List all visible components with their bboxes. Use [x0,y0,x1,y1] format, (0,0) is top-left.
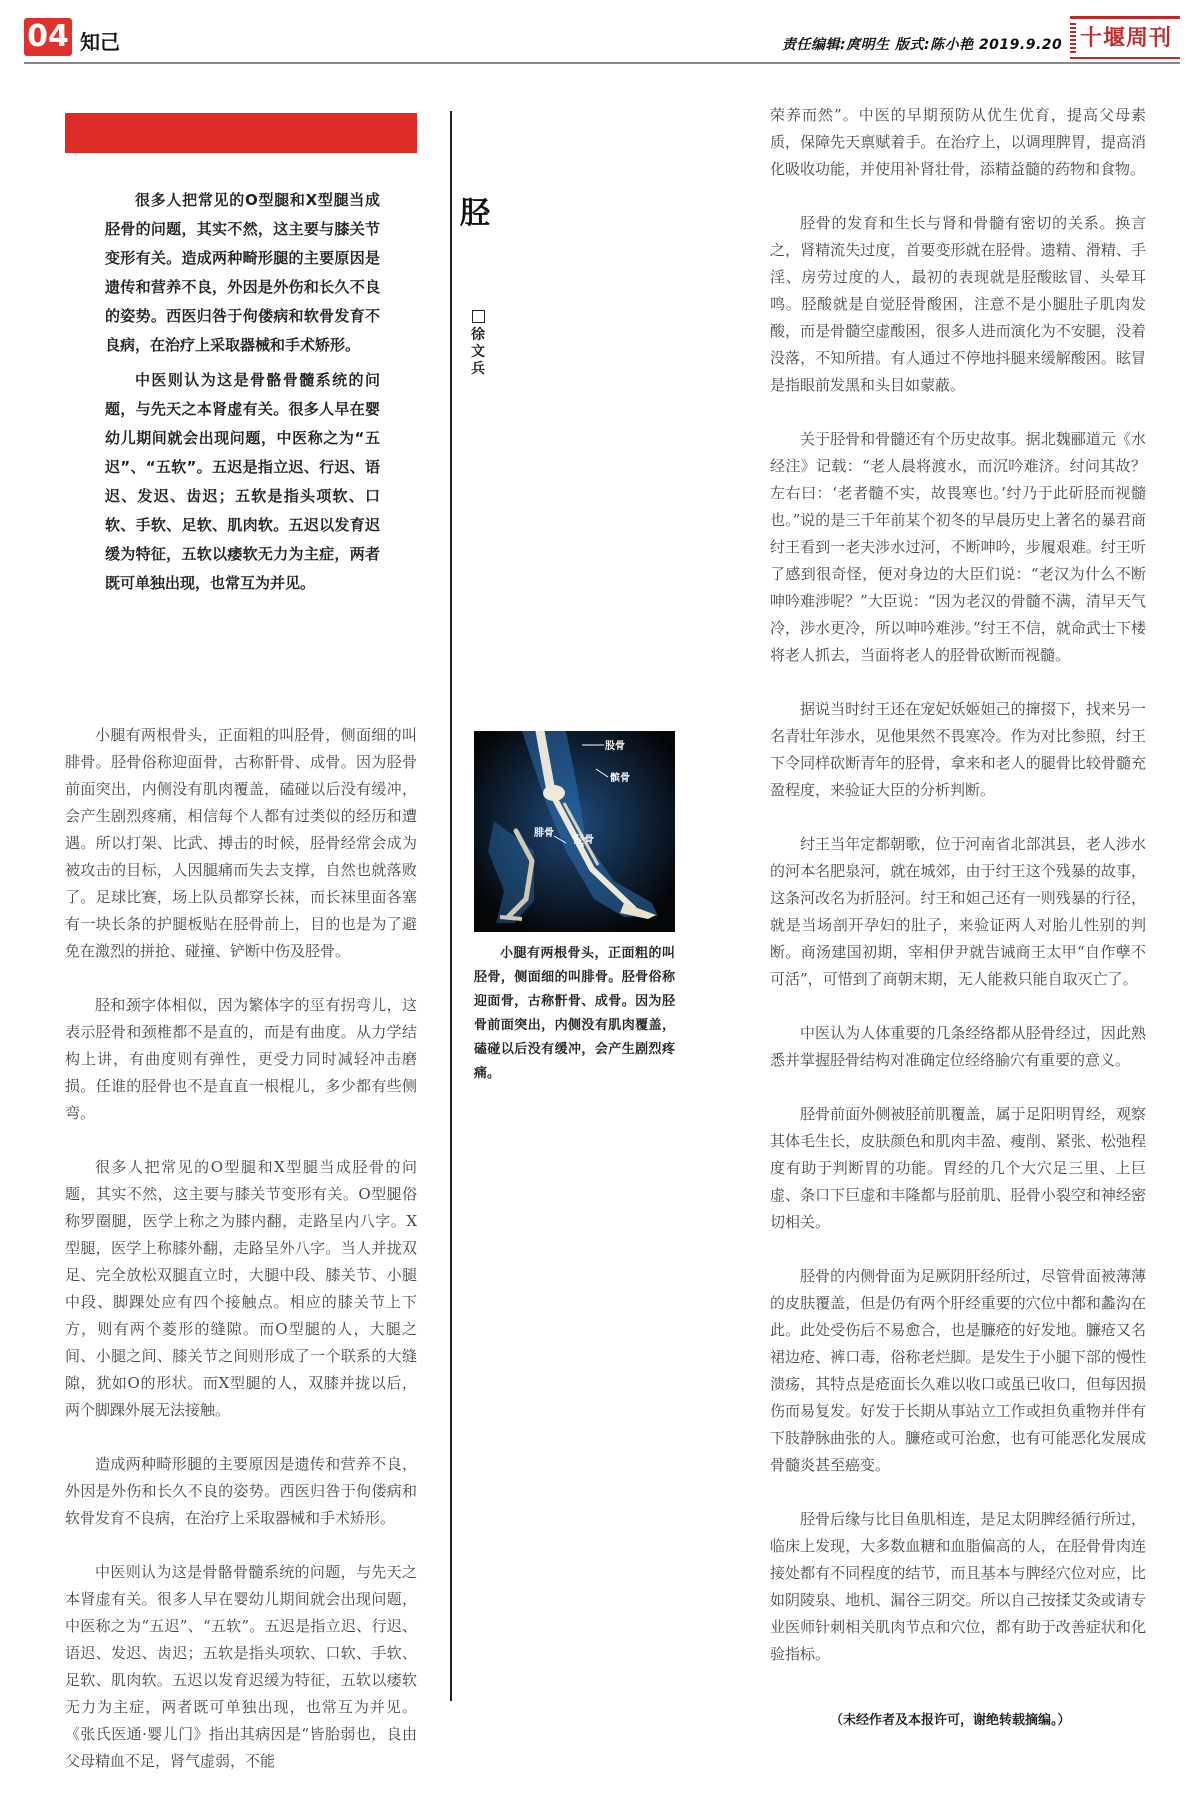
body-paragraph: 中医认为人体重要的几条经络都从胫骨经过，因此熟悉并掌握胫骨结构对准确定位经络腧穴有重要的意义。 [770,1024,1146,1069]
leg-skeleton-illustration [474,731,675,932]
body-paragraph: 荣养而然”。中医的早期预防从优生优育，提高父母素质，保障先天禀赋着手。在治疗上，以调理脾胃，提高消化吸收功能，并使用补肾壮骨，添精益髓的药物和食物。 [770,106,1146,178]
body-paragraph: 胫骨的内侧骨面为足厥阴肝经所过，尽管骨面被薄薄的皮肤覆盖，但是仍有两个肝经重要的穴位中都和蠡沟在此。此处受伤后不易愈合，也是臁疮的好发地。臁疮又名裙边疮、裤口毒，俗称老烂脚。是发生于小腿下部的慢性溃疡，其特点是疮面长久难以收口或虽已收口，但每因损伤而易复发。好发于长期从事站立工作或担负重物并伴有下肢静脉曲张的人。臁疮或可治愈，也有可能恶化发展成骨髓炎甚至癌变。 [770,1267,1146,1474]
article-column-right [770,102,1146,1695]
author-name: 徐文兵 [471,327,485,377]
lead-summary [105,186,380,604]
masthead-stripe [1070,23,1076,53]
body-paragraph: 胫骨前面外侧被胫前肌覆盖，属于足阳明胃经，观察其体毛生长，皮肤颜色和肌肉丰盈、瘦削、紧张、松弛程度有助于判断胃的功能。胃经的几个大穴足三里、上巨虚、条口下巨虚和丰隆都与胫前肌、胫骨小裂空和神经密切相关。 [770,1105,1146,1231]
leg-skeleton-figure [474,731,675,932]
label-fibula: 腓骨 [534,828,554,839]
lead-paragraph: 中医则认为这是骨骼骨髓系统的问题，与先天之本肾虚有关。很多人早在婴幼儿期间就会出现问题，中医称之为“五迟”、“五软”。五迟是指立迟、行迟、语迟、发迟、齿迟；五软是指头项软、口软、手软、足软、肌肉软。五迟以发育迟缓为特征，五软以痿软无力为主症，两者既可单独出现，也常互为并见。 [105,371,380,592]
page-number: 04 [24,18,72,56]
author-byline [470,310,486,378]
copyright-note: （未经作者及本报许可，谢绝转载摘编。） [830,1713,1071,1728]
body-paragraph: 中医则认为这是骨骼骨髓系统的问题，与先天之本肾虚有关。很多人早在婴幼儿期间就会出现问题，中医称之为“五迟”、“五软”。五迟是指立迟、行迟、语迟、发迟、齿迟；五软是指头项软、口软、手软、足软、肌肉软。五迟以发育迟缓为特征，五软以痿软无力为主症，两者既可单独出现，也常互为并见。《张氏医通·婴儿门》指出其病因是“皆胎弱也，良由父母精血不足，肾气虚弱，不能 [65,1563,417,1770]
masthead-logo [1070,16,1180,59]
page-header [0,0,1200,60]
body-paragraph: 胫骨后缘与比目鱼肌相连，是足太阴脾经循行所过，临床上发现，大多数血糖和血脂偏高的人，在胫骨骨肉连接处都有不同程度的结节，而且基本与脾经穴位对应，比如阴陵泉、地机、漏谷三阴交。所以自己按揉艾灸或请专业医师针刺相关肌肉节点和穴位，都有助于改善症状和化验指标。 [770,1510,1146,1663]
caption-text: 小腿有两根骨头，正面粗的叫胫骨，侧面细的叫腓骨。胫骨俗称迎面骨，古称骭骨、成骨。因为胫骨前面突出，内侧没有肌肉覆盖，磕碰以后没有缓冲，会产生剧烈疼痛。 [474,946,675,1081]
header-rule [24,62,1180,64]
editor-credit: 责任编辑:庹明生 版式:陈小艳 2019.9.20 [782,37,1063,53]
body-paragraph: 据说当时纣王还在宠妃妖姬妲己的撺掇下，找来另一名青壮年涉水，见他果然不畏寒冷。作为对比参照，纣王下令同样砍断青年的胫骨，拿来和老人的腿骨比较骨髓充盈程度，来验证大臣的分析判断。 [770,700,1146,799]
section-name: 知己 [80,30,120,54]
body-paragraph: 关于胫骨和骨髓还有个历史故事。据北魏郦道元《水经注》记载：“老人晨将渡水，而沉吟难济。纣问其故？左右曰：‘老者髓不实，故畏寒也。’纣乃于此斫胫而视髓也。”说的是三千年前某个初冬的早晨历史上著名的暴君商纣王看到一老夫涉水过河，不断呻吟，步履艰难。纣王听了感到很奇怪，便对身边的大臣们说：“老汉为什么不断呻吟难涉呢？”大臣说：“因为老汉的骨髓不满，清早天气冷，涉水更冷，所以呻吟难涉。”纣王不信，就命武士下楼将老人抓去，当面将老人的胫骨砍断而视髓。 [770,430,1146,664]
article-title: 胫 [460,196,490,231]
body-paragraph: 胫骨的发育和生长与肾和骨髓有密切的关系。换言之，肾精流失过度，首要变形就在胫骨。遗精、滑精、手淫、房劳过度的人，最初的表现就是胫酸眩冒、头晕耳鸣。胫酸就是自觉胫骨酸困，注意不是小腿肚子肌肉发酸，而是骨髓空虚酸困，很多人进而演化为不安腿，没着没落，不知所措。有人通过不停地抖腿来缓解酸困。眩冒是指眼前发黑和头目如蒙蔽。 [770,214,1146,394]
byline-box-icon [472,310,485,323]
body-paragraph: 纣王当年定都朝歌，位于河南省北部淇县，老人涉水的河本名肥泉河，就在城郊，由于纣王这个残暴的故事，这条河改名为折胫河。纣王和妲己还有一则残暴的行径，就是当场剖开孕妇的肚子，来验证两人对胎儿性别的判断。商汤建国初期，宰相伊尹就告诫商王太甲“自作孽不可活”，可惜到了商朝末期，无人能救只能自取灭亡了。 [770,835,1146,988]
figure-caption [474,942,675,1086]
lead-paragraph: 很多人把常见的O型腿和X型腿当成胫骨的问题，其实不然，这主要与膝关节变形有关。造成两种畸形腿的主要原因是遗传和营养不良，外因是外伤和长久不良的姿势。西医归咎于佝偻病和软骨发育不良病，在治疗上采取器械和手术矫形。 [105,191,380,354]
title-red-bar [65,113,417,153]
column-divider [450,111,452,1701]
label-tibia: 胫骨 [574,835,594,846]
body-paragraph: 造成两种畸形腿的主要原因是遗传和营养不良，外因是外伤和长久不良的姿势。西医归咎于佝偻病和软骨发育不良病，在治疗上采取器械和手术矫形。 [65,1455,417,1527]
label-patella: 髌骨 [610,773,630,784]
label-femur: 股骨 [605,741,625,752]
article-column-left [65,722,417,1802]
body-paragraph: 胫和颈字体相似，因为繁体字的巠有拐弯儿，这表示胫骨和颈椎都不是直的，而是有曲度。从力学结构上讲，有曲度则有弹性，更受力同时减轻冲击磨损。任谁的胫骨也不是直直一根棍儿，多少都有些侧弯。 [65,996,417,1122]
body-paragraph: 很多人把常见的O型腿和X型腿当成胫骨的问题，其实不然，这主要与膝关节变形有关。O型腿俗称罗圈腿，医学上称之为膝内翻，走路呈内八字。X型腿，医学上称膝外翻，走路呈外八字。当人并拢双足、完全放松双腿直立时，大腿中段、膝关节、小腿中段、脚踝处应有四个接触点。相应的膝关节上下方，则有两个菱形的缝隙。而O型腿的人，大腿之间、小腿之间、膝关节之间则形成了一个联系的大缝隙，犹如O的形状。而X型腿的人，双膝并拢以后，两个脚踝外展无法接触。 [65,1158,417,1419]
body-paragraph: 小腿有两根骨头，正面粗的叫胫骨，侧面细的叫腓骨。胫骨俗称迎面骨，古称骭骨、成骨。因为胫骨前面突出，内侧没有肌肉覆盖，磕碰以后没有缓冲，会产生剧烈疼痛，相信每个人都有过类似的经历和遭遇。所以打架、比武、搏击的时候，胫骨经常会成为被攻击的目标，人因腿痛而失去支撑，自然也就落败了。足球比赛，场上队员都穿长袜，而长袜里面各塞有一块长条的护腿板贴在胫骨前上，目的也是为了避免在激烈的拼抢、碰撞、铲断中伤及胫骨。 [65,726,417,960]
masthead-name: 十堰周刊 [1080,25,1173,51]
